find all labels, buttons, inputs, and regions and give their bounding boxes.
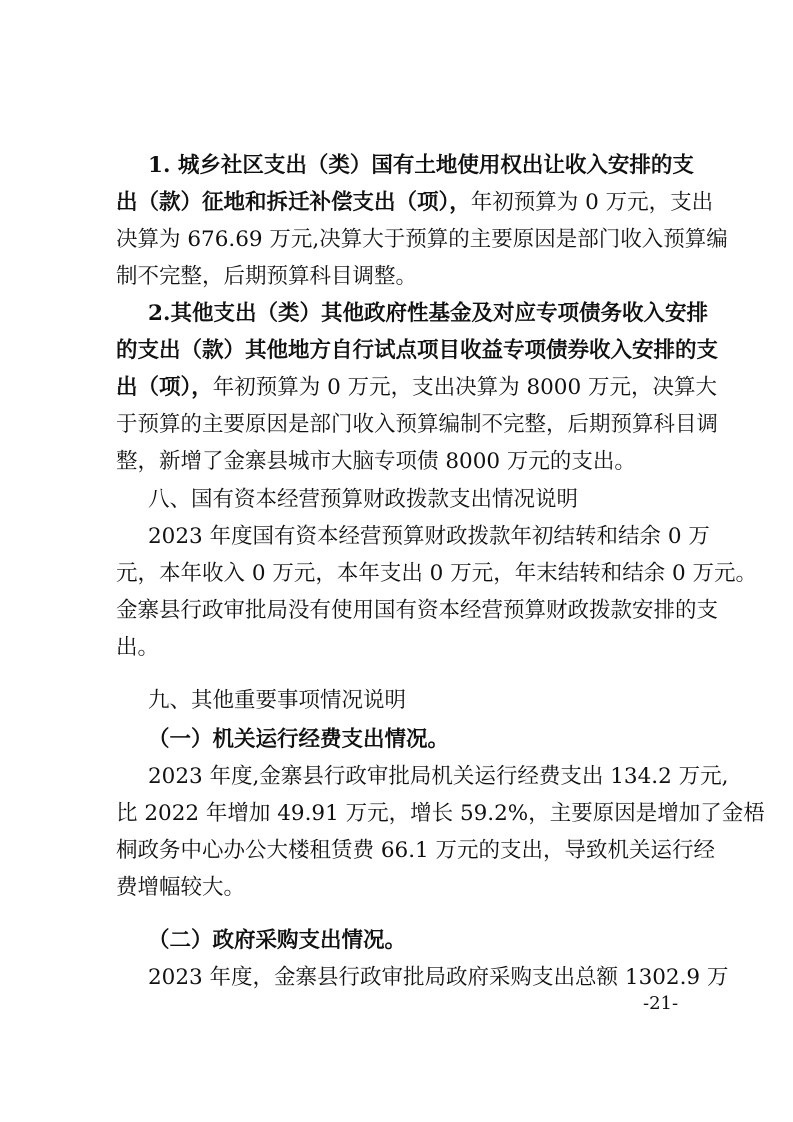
para3-line4: 出。 <box>116 635 160 660</box>
para2-line3-bold: 出（项）， <box>116 375 213 400</box>
para4-line1: 2023 年度,金寨县行政审批局机关运行经费支出 134.2 万元, <box>148 764 729 789</box>
para1-line2-rest: 年初预算为 0 万元，支出 <box>470 190 714 215</box>
para2-line1: 2.其他支出（类）其他政府性基金及对应专项债务收入安排 <box>148 301 708 326</box>
para1-line3: 决算为 676.69 万元,决算大于预算的主要原因是部门收入预算编 <box>116 227 728 252</box>
para2-line3 <box>116 371 717 405</box>
para4-line2: 比 2022 年增加 49.91 万元，增长 59.2%，主要原因是增加了金梧 <box>116 801 765 826</box>
para2-line3-rest: 年初预算为 0 万元，支出决算为 8000 万元，决算大 <box>212 375 717 400</box>
para1-line2-bold: 出（款）征地和拆迁补偿支出（项）， <box>116 190 471 215</box>
para4-line3: 桐政务中心办公大楼租赁费 66.1 万元的支出，导致机关运行经 <box>116 838 716 863</box>
section-8-heading: 八、国有资本经营预算财政拨款支出情况说明 <box>148 487 579 512</box>
para3-line1: 2023 年度国有资本经营预算财政拨款年初结转和结余 0 万 <box>148 524 710 549</box>
para4-line4: 费增幅较大。 <box>116 875 246 900</box>
section-9-heading: 九、其他重要事项情况说明 <box>148 688 407 713</box>
para1-line1 <box>148 149 694 183</box>
para2-line4: 于预算的主要原因是部门收入预算编制不完整，后期预算科目调 <box>116 412 719 437</box>
para1-line4: 制不完整，后期预算科目调整。 <box>116 264 418 289</box>
para2-line2: 的支出（款）其他地方自行试点项目收益专项债券收入安排的支 <box>116 338 719 363</box>
para2-line5: 整，新增了金寨县城市大脑专项债 8000 万元的支出。 <box>116 449 636 474</box>
subsection-9-2-heading: （二）政府采购支出情况。 <box>148 928 407 953</box>
para3-line3: 金寨县行政审批局没有使用国有资本经营预算财政拨款安排的支 <box>116 598 719 623</box>
para3-line2: 元，本年收入 0 万元，本年支出 0 万元，年末结转和结余 0 万元。 <box>116 561 758 586</box>
page-number: -21- <box>643 993 679 1014</box>
para1-line2 <box>116 186 714 220</box>
para5-line1: 2023 年度，金寨县行政审批局政府采购支出总额 1302.9 万 <box>148 965 729 990</box>
para1-line1-text: 1. 城乡社区支出（类）国有土地使用权出让收入安排的支 <box>148 153 694 178</box>
subsection-9-1-heading: （一）机关运行经费支出情况。 <box>148 727 450 752</box>
